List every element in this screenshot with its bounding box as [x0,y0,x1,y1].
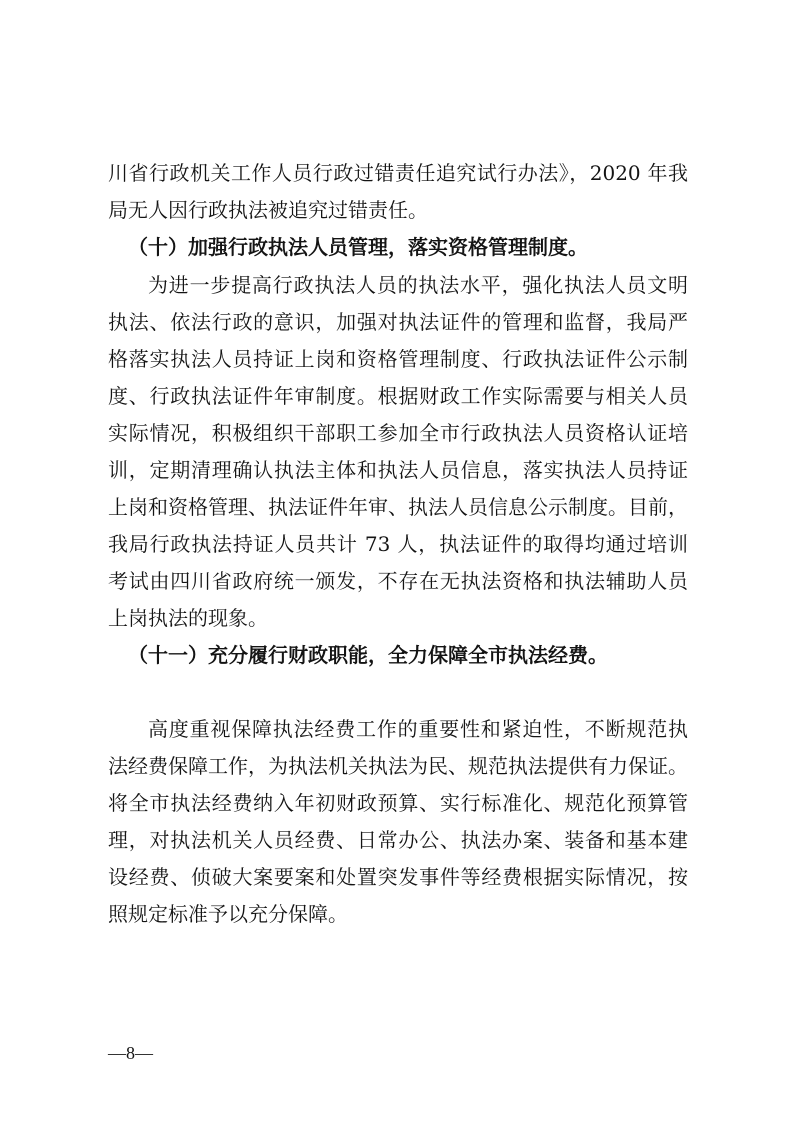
text-line: 高度重视保障执法经费工作的重要性和紧迫性，不断规范执 [148,717,688,741]
section-heading-11: （十一）充分履行财政职能，全力保障全市执法经费。 [128,643,608,667]
page-number: —8— [108,1043,153,1063]
text-line: 局无人因行政执法被追究过错责任。 [108,198,428,222]
text-line: 为进一步提高行政执法人员的执法水平，强化执法人员文明 [148,273,688,297]
text-line: 训，定期清理确认执法主体和执法人员信息，落实执法人员持证 [108,458,688,482]
text-line: 我局行政执法持证人员共计 73 人，执法证件的取得均通过培训 [108,532,688,556]
text-line: 实际情况，积极组织干部职工参加全市行政执法人员资格认证培 [108,421,688,445]
text-line: 度、行政执法证件年审制度。根据财政工作实际需要与相关人员 [108,384,688,408]
text-line: 照规定标准予以充分保障。 [108,902,348,926]
text-line: 法经费保障工作，为执法机关执法为民、规范执法提供有力保证。 [108,754,688,778]
text-line: 将全市执法经费纳入年初财政预算、实行标准化、规范化预算管 [108,791,688,815]
text-line: 理，对执法机关人员经费、日常办公、执法办案、装备和基本建 [108,828,688,852]
text-line: 上岗和资格管理、执法证件年审、执法人员信息公示制度。目前， [108,495,688,519]
text-line: 考试由四川省政府统一颁发，不存在无执法资格和执法辅助人员 [108,569,688,593]
text-line: 格落实执法人员持证上岗和资格管理制度、行政执法证件公示制 [108,347,688,371]
text-line: 川省行政机关工作人员行政过错责任追究试行办法》，2020 年我 [108,161,688,185]
section-heading-10: （十）加强行政执法人员管理，落实资格管理制度。 [128,235,588,259]
text-line: 上岗执法的现象。 [108,606,268,630]
text-line: 执法、依法行政的意识，加强对执法证件的管理和监督，我局严 [108,310,688,334]
text-line: 设经费、侦破大案要案和处置突发事件等经费根据实际情况，按 [108,865,688,889]
